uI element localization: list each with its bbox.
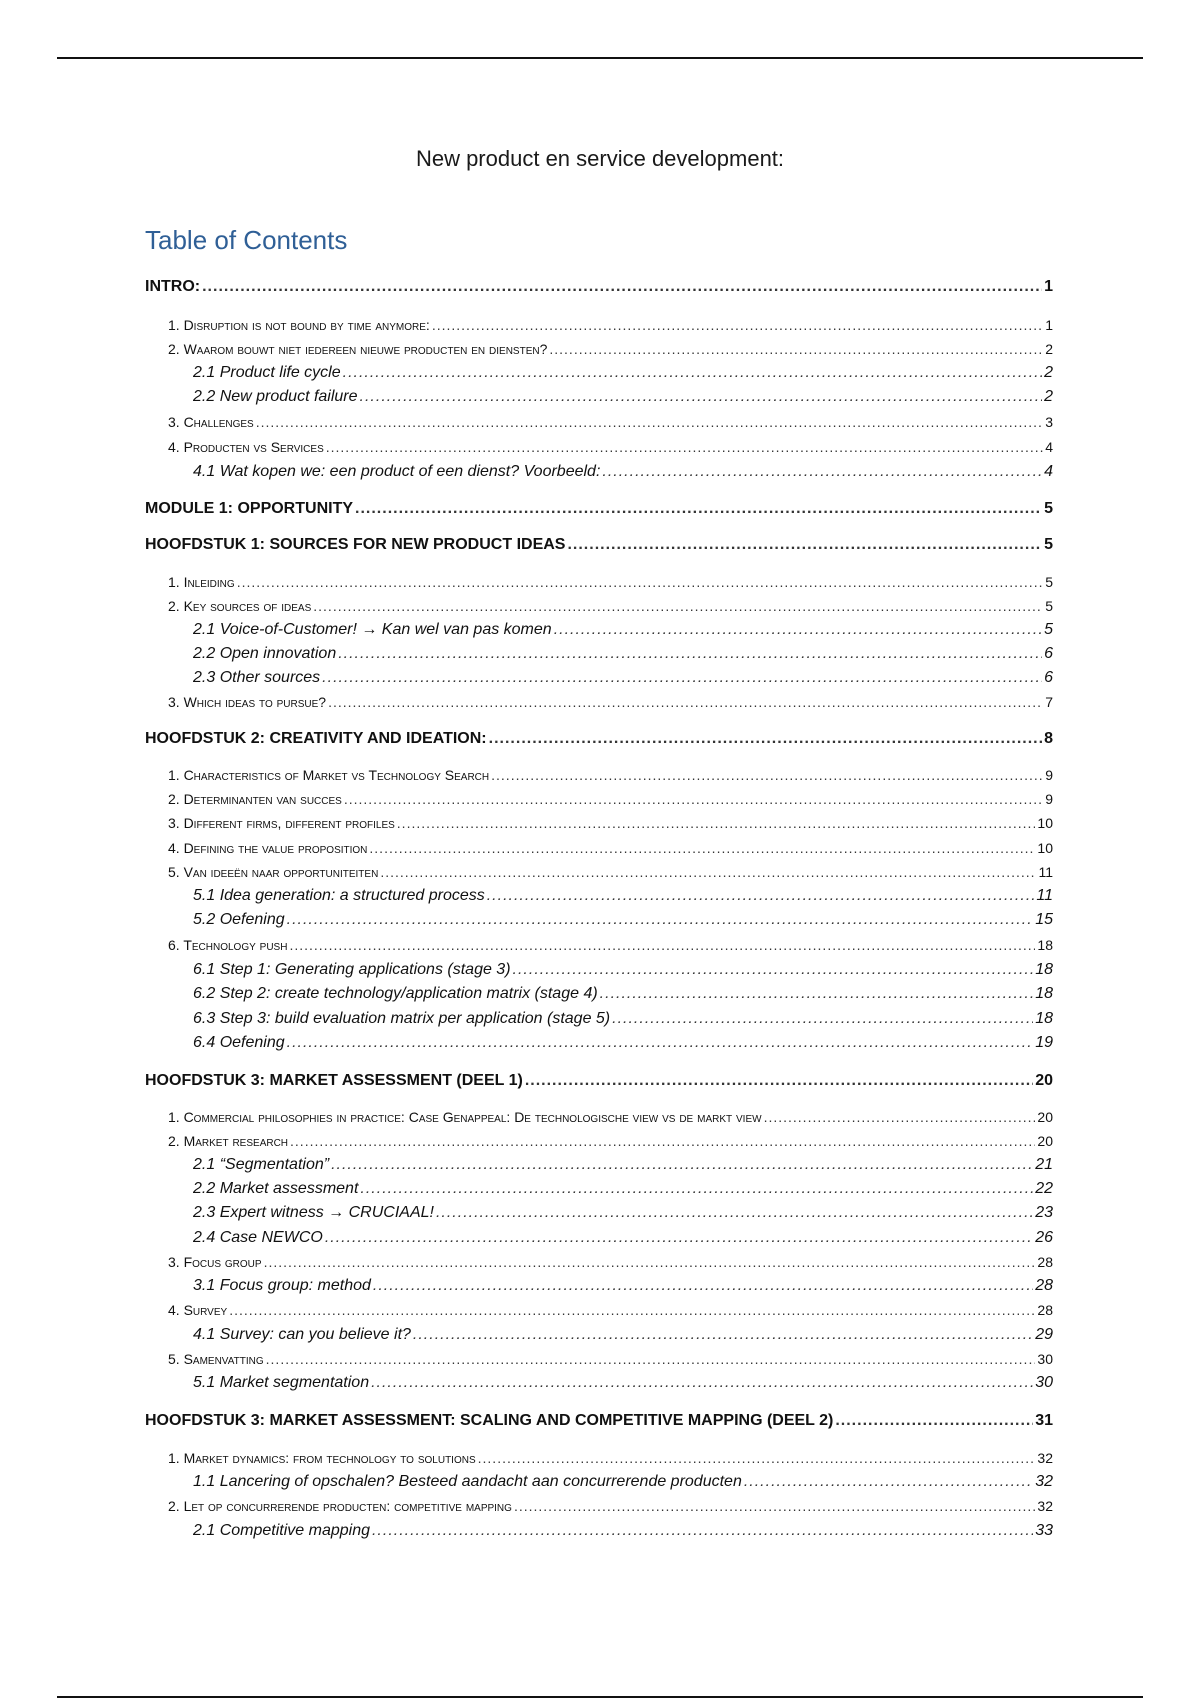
toc-entry-title: 4. Defining the value proposition <box>168 840 368 856</box>
toc-page-number: 5 <box>1044 536 1053 553</box>
toc-entry[interactable] <box>193 362 1053 384</box>
toc-leader-dots <box>313 595 1043 617</box>
toc-leader-dots <box>567 534 1042 556</box>
toc-entry[interactable] <box>168 338 1053 360</box>
toc-entry-title: 2.1 “Segmentation” <box>193 1156 330 1173</box>
toc-entry-title: INTRO: <box>145 278 201 295</box>
toc-entry-title: 2.1 Product life cycle <box>193 364 341 381</box>
toc-entry-title: 4. Survey <box>168 1302 228 1318</box>
toc-entry-title: 3. Challenges <box>168 414 254 430</box>
toc-entry[interactable] <box>168 812 1053 834</box>
toc-leader-dots <box>835 1410 1033 1432</box>
toc-page-number: 26 <box>1035 1229 1053 1246</box>
toc-entry[interactable] <box>168 1106 1053 1128</box>
toc-leader-dots <box>289 934 1035 956</box>
toc-leader-dots <box>328 691 1043 713</box>
toc-entry[interactable] <box>168 411 1053 433</box>
toc-page-number: 5 <box>1044 621 1053 638</box>
toc-leader-dots <box>369 837 1035 859</box>
toc-page-number: 31 <box>1035 1412 1053 1429</box>
toc-leader-dots <box>514 1495 1035 1517</box>
toc-entry[interactable] <box>168 1130 1053 1152</box>
toc-page-number: 28 <box>1035 1277 1053 1294</box>
toc-leader-dots <box>397 812 1036 834</box>
toc-page-number: 23 <box>1035 1204 1053 1221</box>
toc-entry-title: 2.1 Competitive mapping <box>193 1522 370 1539</box>
toc-entry-title: 5. Van ideeën naar opportuniteiten <box>168 864 379 880</box>
toc-page-number: 9 <box>1045 791 1053 807</box>
toc-page-number: 4 <box>1044 463 1053 480</box>
toc-entry[interactable] <box>193 1008 1053 1030</box>
top-rule <box>57 57 1143 59</box>
toc-entry-title: 4. Producten vs Services <box>168 439 324 455</box>
toc-entry[interactable] <box>168 436 1053 458</box>
toc-page-number: 5 <box>1045 598 1053 614</box>
toc-page-number: 18 <box>1037 937 1053 953</box>
toc-page-number: 11 <box>1038 864 1053 880</box>
toc-page-number: 2 <box>1044 388 1053 405</box>
document-title: New product en service development: <box>415 146 785 171</box>
toc-entry-title: 2.2 Open innovation <box>193 645 337 662</box>
toc-page-number: 18 <box>1035 961 1053 978</box>
toc-entry-title: HOOFDSTUK 3: MARKET ASSESSMENT (DEEL 1) <box>145 1072 523 1089</box>
toc-entry[interactable] <box>193 1372 1053 1394</box>
toc-entry-title: 2. Determinanten van succes <box>168 791 342 807</box>
toc-page-number: 20 <box>1037 1109 1053 1125</box>
toc-entry-title: 5.1 Idea generation: a structured process <box>193 887 485 904</box>
toc-entry-title: 2.1 Voice-of-Customer! → Kan wel van pas komen <box>193 621 552 638</box>
toc-page-number: 10 <box>1037 840 1053 856</box>
toc-leader-dots <box>380 861 1036 883</box>
toc-leader-dots <box>266 1348 1036 1370</box>
toc-entry-title: 1. Characteristics of Market vs Technology Search <box>168 767 490 783</box>
toc-leader-dots <box>287 909 1034 931</box>
toc-entry[interactable] <box>145 1070 1053 1092</box>
toc-page-number: 10 <box>1037 815 1053 831</box>
toc-entry[interactable] <box>193 1471 1053 1493</box>
toc-entry[interactable] <box>145 534 1053 556</box>
toc-entry-title: 4.1 Wat kopen we: een product of een dienst? Voorbeeld: <box>193 463 601 480</box>
toc-page-number: 28 <box>1037 1302 1053 1318</box>
toc-entry[interactable] <box>168 1348 1053 1370</box>
toc-page-number: 1 <box>1044 278 1053 295</box>
toc-entry-title: 1. Commercial philosophies in practice: Case Genappeal: De technologische view vs de markt view <box>168 1109 762 1125</box>
toc-entry-title: 2.4 Case NEWCO <box>193 1229 323 1246</box>
toc-page-number: 20 <box>1037 1133 1053 1149</box>
toc-entry-title: 2.2 Market assessment <box>193 1180 359 1197</box>
toc-leader-dots <box>764 1106 1036 1128</box>
toc-page-number: 15 <box>1035 911 1053 928</box>
toc-entry-title: 3. Focus group <box>168 1254 262 1270</box>
toc-entry[interactable] <box>193 1324 1053 1346</box>
toc-page-number: 19 <box>1035 1034 1053 1051</box>
toc-leader-dots <box>371 1372 1033 1394</box>
toc-entry-title: HOOFDSTUK 2: CREATIVITY AND IDEATION: <box>145 730 487 747</box>
toc-page-number: 5 <box>1045 574 1053 590</box>
toc-entry[interactable] <box>193 1202 1053 1224</box>
toc-entry-title: 6.2 Step 2: create technology/application matrix (stage 4) <box>193 985 598 1002</box>
toc-leader-dots <box>256 411 1044 433</box>
toc-entry[interactable] <box>168 934 1053 956</box>
toc-entry-title: HOOFDSTUK 1: SOURCES FOR NEW PRODUCT IDEAS <box>145 536 566 553</box>
toc-entry[interactable] <box>168 571 1053 593</box>
toc-entry[interactable] <box>168 764 1053 786</box>
bottom-rule <box>57 1696 1143 1698</box>
toc-entry-title: 6. Technology push <box>168 937 288 953</box>
toc-leader-dots <box>325 1227 1033 1249</box>
toc-leader-dots <box>360 1178 1033 1200</box>
toc-page-number: 2 <box>1044 364 1053 381</box>
toc-page-number: 11 <box>1036 887 1053 904</box>
toc-page-number: 20 <box>1035 1072 1053 1089</box>
toc-leader-dots <box>237 571 1044 593</box>
toc-leader-dots <box>287 1032 1034 1054</box>
toc-entry[interactable] <box>145 276 1053 298</box>
toc-page-number: 18 <box>1035 985 1053 1002</box>
toc-entry[interactable] <box>193 643 1053 665</box>
toc-entry[interactable] <box>193 885 1053 907</box>
toc-entry[interactable] <box>193 461 1053 483</box>
toc-leader-dots <box>487 885 1035 907</box>
toc-leader-dots <box>525 1070 1033 1092</box>
toc-entry-title: 2.3 Expert witness → CRUCIAAL! <box>193 1204 434 1221</box>
toc-leader-dots <box>264 1251 1036 1273</box>
toc-leader-dots <box>373 1275 1033 1297</box>
toc-page-number: 30 <box>1035 1374 1053 1391</box>
toc-leader-dots <box>478 1447 1036 1469</box>
toc-leader-dots <box>413 1324 1033 1346</box>
toc-entry[interactable] <box>193 983 1053 1005</box>
toc-entry[interactable] <box>193 1227 1053 1249</box>
toc-page-number: 6 <box>1044 645 1053 662</box>
toc-entry-title: 2.2 New product failure <box>193 388 358 405</box>
toc-leader-dots <box>612 1008 1033 1030</box>
toc-entry-title: 5.2 Oefening <box>193 911 285 928</box>
toc-page-number: 5 <box>1044 500 1053 517</box>
toc-entry-title: 3. Different firms, different profiles <box>168 815 395 831</box>
toc-leader-dots <box>322 667 1042 689</box>
toc-entry[interactable] <box>193 386 1053 408</box>
toc-entry-title: 1. Market dynamics: from technology to solutions <box>168 1450 476 1466</box>
toc-page-number: 22 <box>1035 1180 1053 1197</box>
toc-entry-title: MODULE 1: OPPORTUNITY <box>145 500 354 517</box>
toc-entry[interactable] <box>145 1410 1053 1432</box>
toc-entry-title: 2. Waarom bouwt niet iedereen nieuwe producten en diensten? <box>168 341 548 357</box>
toc-entry-title: 2.3 Other sources <box>193 669 321 686</box>
toc-leader-dots <box>202 276 1042 298</box>
toc-entry-title: 3. Which ideas to pursue? <box>168 694 327 710</box>
toc-page-number: 29 <box>1035 1326 1053 1343</box>
toc-entry[interactable] <box>145 728 1053 750</box>
toc-entry[interactable] <box>168 1495 1053 1517</box>
toc-entry[interactable] <box>168 788 1053 810</box>
toc-page-number: 32 <box>1035 1473 1053 1490</box>
toc-entry[interactable] <box>193 959 1053 981</box>
toc-entry[interactable] <box>168 1447 1053 1469</box>
toc-page-number: 18 <box>1035 1010 1053 1027</box>
toc-entry[interactable] <box>193 1178 1053 1200</box>
toc-leader-dots <box>229 1299 1035 1321</box>
toc-entry-title: 2. Key sources of ideas <box>168 598 312 614</box>
toc-leader-dots <box>600 983 1034 1005</box>
toc-leader-dots <box>549 338 1043 360</box>
toc-page-number: 3 <box>1045 414 1053 430</box>
toc-heading: Table of Contents <box>145 225 348 255</box>
toc-entry[interactable] <box>193 667 1053 689</box>
toc-leader-dots <box>744 1471 1033 1493</box>
toc-leader-dots <box>513 959 1034 981</box>
toc-leader-dots <box>338 643 1042 665</box>
toc-leader-dots <box>360 386 1043 408</box>
toc-page-number: 30 <box>1037 1351 1053 1367</box>
toc-entry-title: HOOFDSTUK 3: MARKET ASSESSMENT: SCALING AND COMPETITIVE MAPPING (DEEL 2) <box>145 1412 834 1429</box>
toc-entry[interactable] <box>193 1275 1053 1297</box>
toc-entry-title: 4.1 Survey: can you believe it? <box>193 1326 411 1343</box>
toc-page-number: 33 <box>1035 1522 1053 1539</box>
toc-leader-dots <box>326 436 1043 458</box>
toc-entry[interactable] <box>168 837 1053 859</box>
toc-leader-dots <box>436 1202 1033 1224</box>
toc-entry[interactable] <box>193 1154 1053 1176</box>
toc-page-number: 9 <box>1045 767 1053 783</box>
toc-page-number: 2 <box>1045 341 1053 357</box>
toc-leader-dots <box>372 1520 1033 1542</box>
toc-entry[interactable] <box>168 1299 1053 1321</box>
toc-entry[interactable] <box>168 314 1053 336</box>
toc-entry[interactable] <box>193 909 1053 931</box>
toc-entry[interactable] <box>168 595 1053 617</box>
toc-entry[interactable] <box>168 861 1053 883</box>
toc-entry-title: 1. Inleiding <box>168 574 235 590</box>
toc-entry-title: 1. Disruption is not bound by time anymore: <box>168 317 430 333</box>
toc-leader-dots <box>355 498 1042 520</box>
toc-leader-dots <box>343 362 1042 384</box>
toc-page-number: 7 <box>1045 694 1053 710</box>
toc-entry-title: 2. Market research <box>168 1133 289 1149</box>
toc-entry-title: 5. Samenvatting <box>168 1351 264 1367</box>
toc-leader-dots <box>602 461 1042 483</box>
toc-entry[interactable] <box>193 619 1053 641</box>
toc-entry[interactable] <box>193 1520 1053 1542</box>
toc-entry-title: 1.1 Lancering of opschalen? Besteed aandacht aan concurrerende producten <box>193 1473 742 1490</box>
toc-entry[interactable] <box>145 498 1053 520</box>
toc-page-number: 1 <box>1045 317 1053 333</box>
toc-leader-dots <box>432 314 1043 336</box>
toc-entry-title: 2. Let op concurrerende producten: competitive mapping <box>168 1498 512 1514</box>
toc-entry-title: 5.1 Market segmentation <box>193 1374 370 1391</box>
toc-page-number: 28 <box>1037 1254 1053 1270</box>
toc-leader-dots <box>489 728 1042 750</box>
toc-page-number: 32 <box>1037 1498 1053 1514</box>
toc-leader-dots <box>344 788 1043 810</box>
toc-entry[interactable] <box>168 691 1053 713</box>
toc-entry-title: 6.4 Oefening <box>193 1034 285 1051</box>
toc-leader-dots <box>554 619 1042 641</box>
toc-entry[interactable] <box>168 1251 1053 1273</box>
toc-leader-dots <box>331 1154 1033 1176</box>
toc-page-number: 21 <box>1035 1156 1053 1173</box>
toc-entry[interactable] <box>193 1032 1053 1054</box>
toc-leader-dots <box>491 764 1043 786</box>
toc-page-number: 8 <box>1044 730 1053 747</box>
toc-leader-dots <box>290 1130 1035 1152</box>
toc-page-number: 4 <box>1045 439 1053 455</box>
toc-entry-title: 6.1 Step 1: Generating applications (stage 3) <box>193 961 511 978</box>
toc-entry-title: 3.1 Focus group: method <box>193 1277 371 1294</box>
toc-page-number: 32 <box>1037 1450 1053 1466</box>
toc-entry-title: 6.3 Step 3: build evaluation matrix per application (stage 5) <box>193 1010 611 1027</box>
toc-page-number: 6 <box>1044 669 1053 686</box>
